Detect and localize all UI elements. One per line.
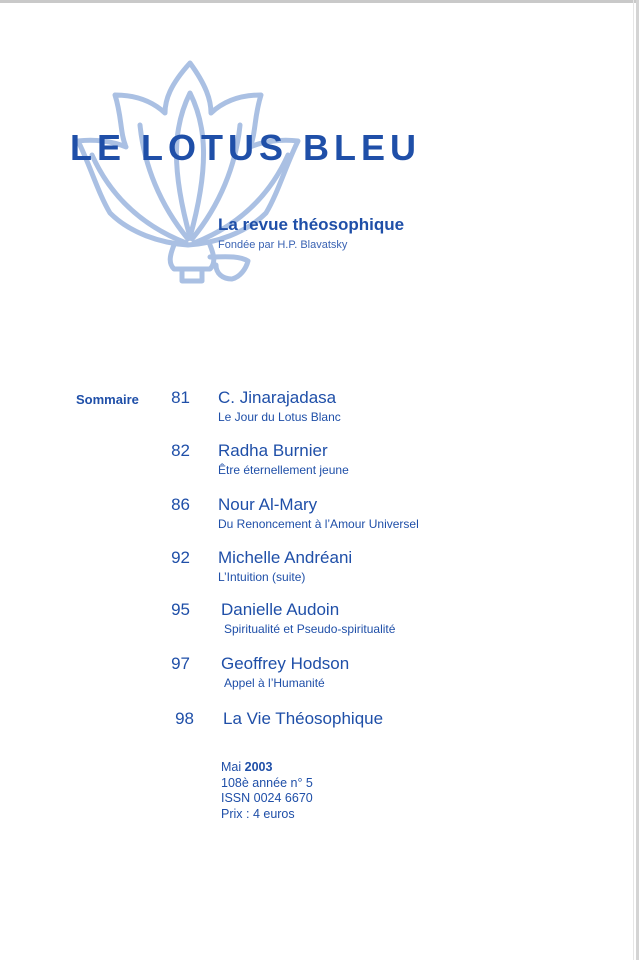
toc-author: C. Jinarajadasa xyxy=(218,388,337,407)
toc-article-title: Le Jour du Lotus Blanc xyxy=(218,410,341,424)
toc-article-title: L’Intuition (suite) xyxy=(218,570,306,584)
toc-article-title: Être éternellement jeune xyxy=(218,463,349,477)
toc-page-number: 86 xyxy=(171,495,190,514)
toc-author: Nour Al-Mary xyxy=(218,495,318,514)
toc-article-title: Appel à l’Humanité xyxy=(224,676,325,690)
toc-author: Geoffrey Hodson xyxy=(221,654,350,673)
toc-page-number: 81 xyxy=(171,388,190,407)
magazine-subtitle: La revue théosophique xyxy=(218,215,405,234)
founded-by: Fondée par H.P. Blavatsky xyxy=(218,239,348,251)
toc-page-number: 95 xyxy=(171,600,190,619)
toc-page-number: 92 xyxy=(171,548,190,567)
page-right-edge-line xyxy=(633,0,634,960)
magazine-title: LE LOTUS BLEU xyxy=(70,127,421,168)
issue-month: Mai xyxy=(221,760,242,774)
toc-article-title: Spiritualité et Pseudo-spiritualité xyxy=(224,622,396,636)
toc-author: La Vie Théosophique xyxy=(223,709,384,728)
toc-author: Radha Burnier xyxy=(218,441,328,460)
issue-issn: ISSN 0024 6670 xyxy=(221,791,313,805)
issue-info xyxy=(221,760,313,822)
issue-year: 2003 xyxy=(244,760,273,774)
toc-author: Danielle Audoin xyxy=(221,600,340,619)
page-top-edge xyxy=(0,0,639,3)
toc-page-number: 98 xyxy=(175,709,194,728)
toc-page-number: 97 xyxy=(171,654,190,673)
issue-date xyxy=(221,760,313,776)
toc-author: Michelle Andréani xyxy=(218,548,353,567)
toc-page-number: 82 xyxy=(171,441,190,460)
issue-edition: 108è année n° 5 xyxy=(221,775,313,790)
toc-article-title: Du Renoncement à l’Amour Universel xyxy=(218,517,419,531)
toc-label: Sommaire xyxy=(76,392,139,407)
issue-price: Prix : 4 euros xyxy=(221,806,295,821)
